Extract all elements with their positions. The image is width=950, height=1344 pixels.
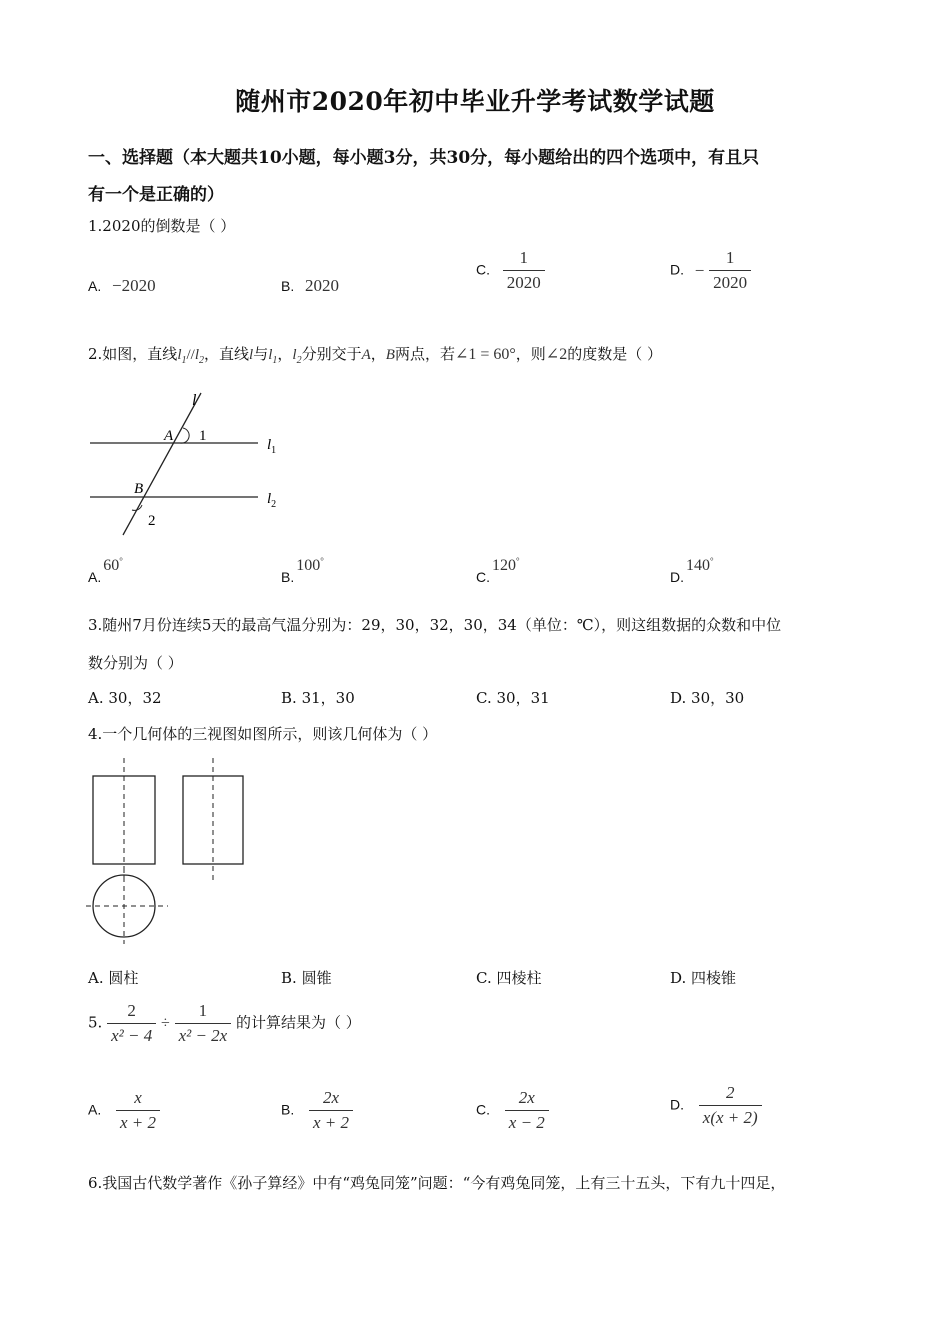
q2-option-a-unit: ° [119,556,123,566]
q1-option-b-label: B. [281,278,295,294]
q5-option-a-fraction [116,1088,160,1133]
q2-l2-again-sub: 2 [296,355,302,366]
q1-option-c-numerator: 1 [519,248,529,267]
q5-option-c-label: C. [476,1101,490,1118]
q5-fraction-1-denominator: x² − 4 [107,1023,156,1046]
q3-option-a [88,687,162,708]
q2-stem-h: ，则 [515,345,546,363]
q5-option-d [670,1083,762,1128]
q3-option-a-value: 30，32 [108,689,162,707]
page-title: 随州市2020年初中毕业升学考试数学试题 [235,87,715,116]
q1-option-c [476,248,545,293]
q2-l2-letter: l [194,347,199,363]
q3-option-c-label: C. [476,689,492,707]
q2-option-d-unit: ° [710,556,714,566]
q4-option-c-label: C. [476,969,492,987]
q5-option-b-label: B. [281,1101,295,1118]
q2-l1-again [268,347,278,366]
q4-option-a-value: 圆柱 [108,969,139,987]
q2-option-c-unit: ° [516,556,520,566]
q2-l2-sub: 2 [199,355,204,366]
q2-figure-label-l: l [192,392,197,409]
q2-figure-label-l1-letter: l [267,437,272,453]
q2-option-c-label: C. [476,569,490,585]
q3-option-b-value: 31，30 [301,689,355,707]
q3-option-d [670,687,744,708]
q4-option-a-label: A. [88,969,104,987]
q4-option-b-value: 圆锥 [301,969,332,987]
q2-figure-label-l2-letter: l [267,491,272,507]
q4-stem: 4.一个几何体的三视图如图所示，则该几何体为（ ） [88,725,438,743]
q1-option-d-denominator: 2020 [709,270,751,293]
q5-divide-symbol: ÷ [161,1014,170,1032]
q2-stem-e: 分别交于 [301,345,362,363]
q1-option-a-label: A. [88,278,102,294]
q3-option-a-label: A. [88,689,104,707]
q2-l1-sub: 1 [181,355,187,366]
q4-option-b-label: B. [281,969,297,987]
q4-option-c-value: 四棱柱 [496,969,542,987]
q5-option-a-denominator: x + 2 [116,1110,160,1133]
q1-option-b-value: 2020 [305,276,340,295]
q4-option-d-value: 四棱锥 [691,969,737,987]
q1-option-b [281,276,339,296]
q2-option-a-label: A. [88,569,102,585]
q5-option-b [281,1088,353,1133]
q5-fraction-1-numerator: 2 [127,1001,136,1020]
q2-angle2: ∠2 [545,346,568,363]
q3-stem-line2: 数分别为（ ） [88,654,183,672]
q5-option-d-denominator: x(x + 2) [699,1105,762,1128]
q3-stem-line1: 3.随州7月份连续5天的最高气温分别为：29，30，32，30，34（单位：℃），则这组数据的众数和中位 [88,616,782,634]
section-heading-line1: 一、选择题（本大题共10小题，每小题3分，共30分，每小题给出的四个选项中，有且只 [88,148,760,168]
q2-figure-label-a: A [164,428,174,444]
q4-option-c [476,967,542,988]
q2-figure-line-l [123,393,201,535]
q2-l2 [194,347,204,366]
q2-option-c [476,556,520,585]
q2-figure-angle1-arc [180,428,189,443]
section-heading-line2: 有一个是正确的） [88,185,224,205]
q2-figure-angle2-arc [132,505,142,510]
q4-option-a [88,967,138,988]
q2-option-a-value: 60 [103,557,120,574]
q2-figure-label-l2 [267,491,276,510]
q4-option-b [281,967,332,988]
q5-option-b-denominator: x + 2 [309,1110,353,1133]
q1-option-a [88,276,156,296]
q5-option-a-numerator: x [134,1088,142,1107]
q2-option-b [281,556,324,585]
q5-stem [88,1001,361,1046]
q1-option-d [670,248,751,293]
q2-stem [88,343,662,366]
q5-option-d-label: D. [670,1096,684,1113]
q5-fraction-2 [175,1001,232,1046]
q5-prefix: 5. [88,1013,103,1032]
q2-figure-label-l2-sub: 2 [271,499,277,510]
q4-option-d-label: D. [670,969,687,987]
q5-option-a-label: A. [88,1101,102,1118]
q1-option-d-numerator: 1 [725,248,735,267]
q2-point-a: A [361,347,371,363]
q2-l2-again [292,347,302,366]
q2-stem-g: 两点，若 [394,345,455,363]
q5-fraction-2-denominator: x² − 2x [175,1023,232,1046]
q5-option-d-fraction [699,1083,762,1128]
q4-option-d [670,967,736,988]
q2-option-d [670,556,714,585]
q2-option-a [88,556,123,585]
q2-figure-label-b: B [134,481,144,497]
q1-option-a-value: −2020 [112,276,156,295]
q2-option-b-label: B. [281,569,295,585]
q5-option-a [88,1088,160,1133]
q3-option-b [281,687,355,708]
q2-angle-condition: ∠1 = 60° [454,346,516,363]
q3-option-d-label: D. [670,689,687,707]
q5-option-b-numerator: 2x [323,1088,340,1107]
q1-option-c-label: C. [476,261,490,278]
q2-option-b-unit: ° [320,556,324,566]
q5-option-c [476,1088,549,1133]
q2-figure-label-2: 2 [148,513,156,529]
q1-option-d-fraction [709,248,751,293]
q5-fraction-2-numerator: 1 [198,1001,208,1020]
q5-suffix: 的计算结果为（ ） [236,1013,361,1032]
q5-fraction-1 [107,1001,156,1046]
q2-stem-i: 的度数是（ ） [567,345,662,363]
q2-stem-f: ， [370,345,386,363]
q5-option-c-fraction [505,1088,549,1133]
q2-option-c-value: 120 [492,557,516,574]
q2-figure-label-l1-sub: 1 [271,445,277,456]
q3-option-c-value: 30，31 [496,689,550,707]
q2-l2-again-letter: l [292,347,297,363]
q1-stem: 1.2020的倒数是（ ） [88,217,236,235]
q5-option-d-numerator: 2 [725,1083,735,1102]
q2-stem-a: 2.如图，直线 [88,345,178,363]
q1-option-c-fraction [503,248,545,293]
q2-point-b: B [385,347,395,363]
q2-option-b-value: 100 [296,557,321,574]
q2-l1-letter: l [177,347,182,363]
q2-l1-again-sub: 1 [272,355,278,366]
q2-line-l: l [249,347,254,363]
q2-stem-b: ，直线 [204,345,250,363]
q2-stem-d: ， [277,345,293,363]
q3-option-c [476,687,550,708]
q5-option-c-denominator: x − 2 [505,1110,549,1133]
q3-option-b-label: B. [281,689,297,707]
q1-option-d-sign: − [694,260,705,280]
q1-option-c-denominator: 2020 [503,270,545,293]
q4-three-view-figure [84,756,264,946]
q2-option-d-label: D. [670,569,684,585]
q2-figure-label-l1 [267,437,276,456]
q2-parallel-symbol: // [186,347,195,363]
q3-option-d-value: 30，30 [691,689,745,707]
q2-figure [80,385,300,545]
q2-stem-c: 与 [253,345,269,363]
q1-option-d-label: D. [670,261,684,278]
q6-stem: 6.我国古代数学著作《孙子算经》中有“鸡兔同笼”问题：“今有鸡兔同笼，上有三十五头，下有九十四足， [88,1174,786,1192]
q5-option-b-fraction [309,1088,353,1133]
q2-option-d-value: 140 [686,557,710,574]
q2-l1-again-letter: l [268,347,273,363]
q5-option-c-numerator: 2x [518,1088,535,1107]
q2-figure-label-1: 1 [199,428,207,444]
